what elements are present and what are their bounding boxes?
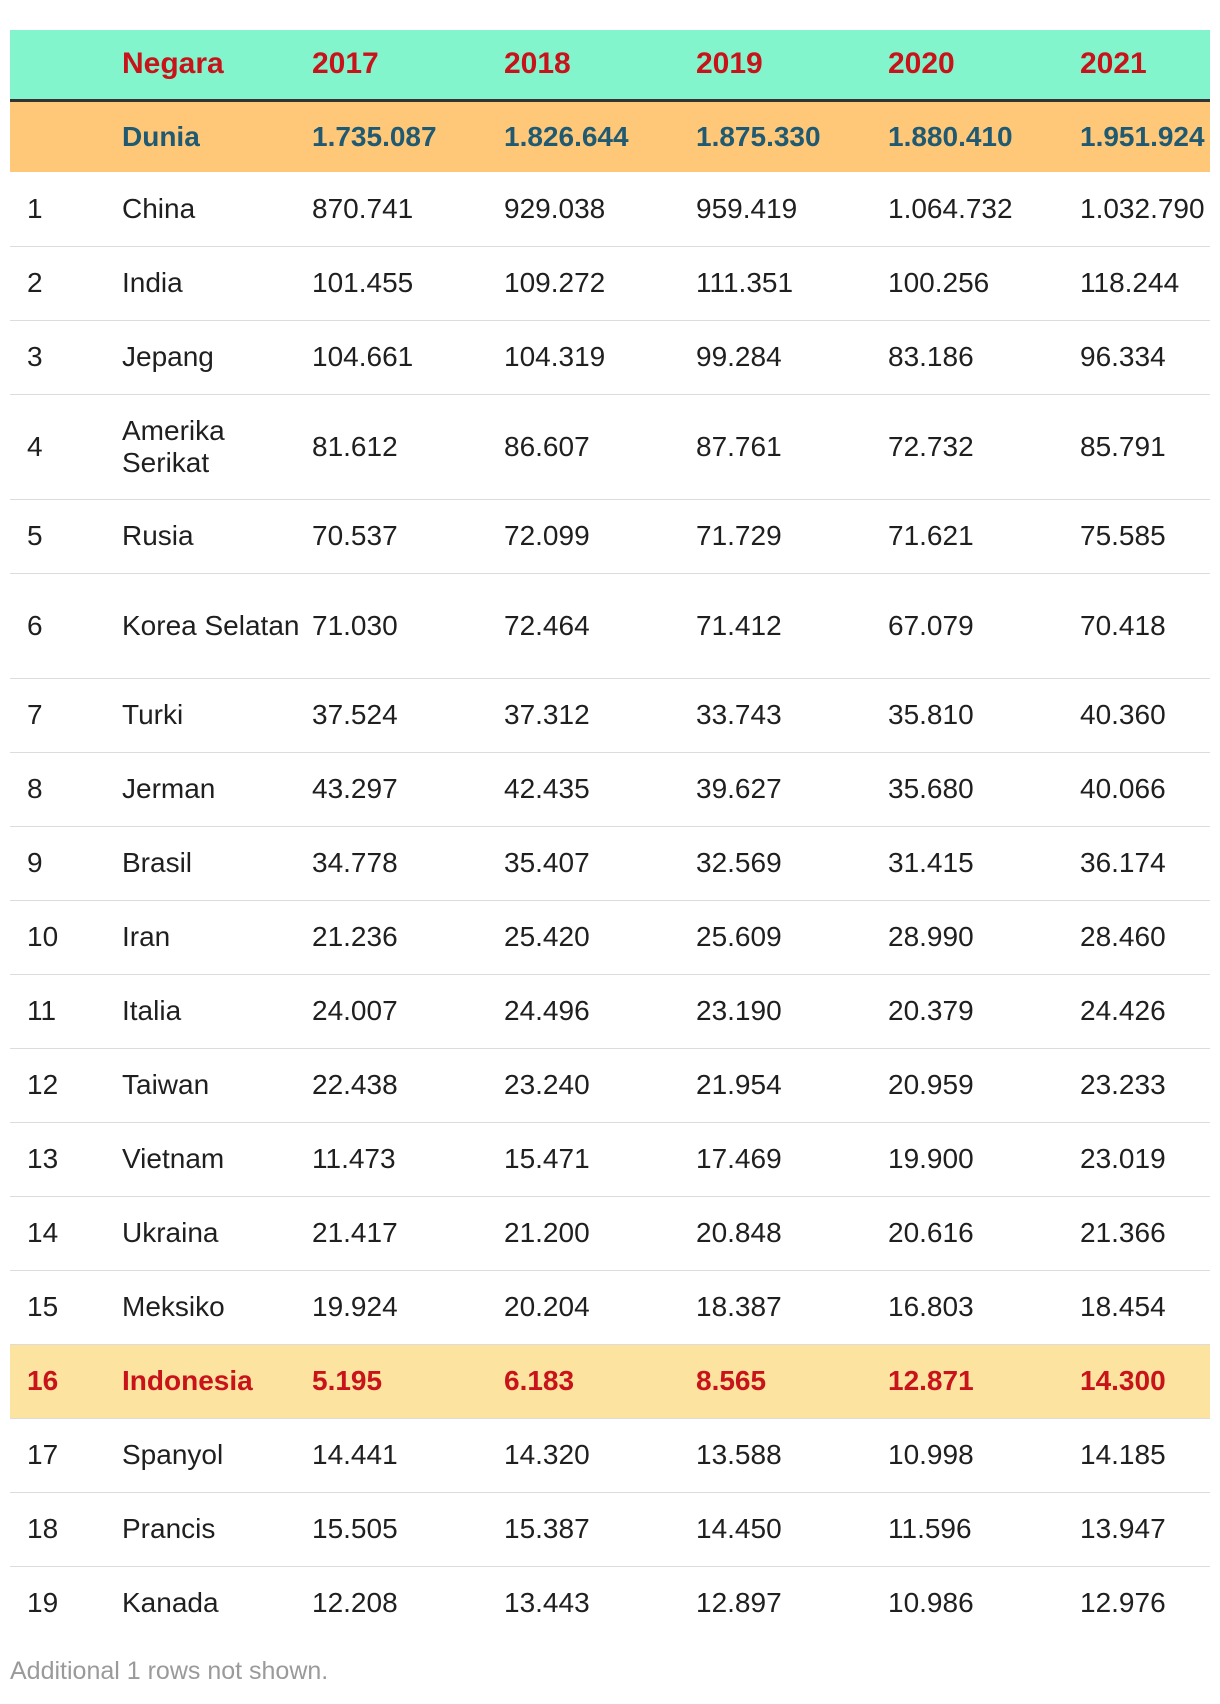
value-cell-2021: 85.791 bbox=[1080, 430, 1166, 462]
value-cell-2019: 12.897 bbox=[696, 1587, 782, 1619]
value-cell-2021: 14.300 bbox=[1080, 1365, 1166, 1396]
value-cell-2021: 18.454 bbox=[1080, 1291, 1166, 1322]
value-cell-2020: 20.959 bbox=[888, 1069, 974, 1100]
value-cell-2017: 870.741 bbox=[312, 192, 414, 224]
value-cell-2019: 87.761 bbox=[696, 430, 782, 462]
value-cell-2018: 14.320 bbox=[504, 1439, 590, 1470]
value-cell-2017: 22.438 bbox=[312, 1069, 398, 1100]
rank-cell: 19 bbox=[27, 1587, 59, 1619]
value-cell-2018: 72.099 bbox=[504, 520, 590, 551]
value-cell-2020: 12.871 bbox=[888, 1365, 974, 1396]
country-row bbox=[10, 573, 1210, 678]
country-cell: Kanada bbox=[122, 1587, 219, 1619]
value-cell-2020: 20.616 bbox=[888, 1217, 974, 1248]
value-cell-2020: 71.621 bbox=[888, 520, 974, 551]
value-cell-2017: 104.661 bbox=[312, 341, 414, 372]
rank-cell: 9 bbox=[27, 847, 43, 878]
value-cell-2019: 39.627 bbox=[696, 773, 782, 804]
header-country: Negara bbox=[122, 47, 224, 81]
value-cell-2017: 12.208 bbox=[312, 1587, 398, 1619]
country-cell: Ukraina bbox=[122, 1217, 219, 1248]
value-cell-2021: 40.066 bbox=[1080, 773, 1166, 804]
value-cell-2019: 23.190 bbox=[696, 995, 782, 1026]
country-cell: Korea Selatan bbox=[122, 609, 300, 641]
country-row bbox=[10, 1418, 1210, 1492]
country-row bbox=[10, 974, 1210, 1048]
country-cell: Vietnam bbox=[122, 1143, 225, 1174]
value-cell-2019: 32.569 bbox=[696, 847, 782, 878]
value-cell-2020: 83.186 bbox=[888, 341, 974, 372]
value-cell-2021: 14.185 bbox=[1080, 1439, 1166, 1470]
value-cell-2021: 70.418 bbox=[1080, 609, 1166, 641]
header-year-2017: 2017 bbox=[312, 47, 379, 81]
rank-cell bbox=[10, 100, 122, 172]
value-cell-2021: 21.366 bbox=[1080, 1217, 1166, 1248]
value-cell-2021: 12.976 bbox=[1080, 1587, 1166, 1619]
header-row bbox=[10, 30, 1210, 100]
country-cell: Indonesia bbox=[122, 1365, 253, 1396]
rank-cell: 13 bbox=[27, 1143, 59, 1174]
value-cell-2017: 101.455 bbox=[312, 267, 414, 298]
value-cell-2018: 15.471 bbox=[504, 1143, 590, 1174]
header-year-2018: 2018 bbox=[504, 47, 571, 81]
value-cell-2021: 40.360 bbox=[1080, 699, 1166, 730]
value-cell-2020: 31.415 bbox=[888, 847, 974, 878]
country-row bbox=[10, 1566, 1210, 1640]
rank-cell: 10 bbox=[27, 921, 59, 952]
value-cell-2018: 20.204 bbox=[504, 1291, 590, 1322]
country-cell: Turki bbox=[122, 699, 184, 730]
country-cell: Brasil bbox=[122, 847, 193, 878]
country-cell: China bbox=[122, 192, 196, 224]
value-cell-2019: 959.419 bbox=[696, 192, 798, 224]
value-cell-2021: 23.019 bbox=[1080, 1143, 1166, 1174]
value-cell-2017: 11.473 bbox=[312, 1143, 396, 1174]
value-cell-2018: 37.312 bbox=[504, 699, 590, 730]
country-cell: India bbox=[122, 267, 183, 298]
value-cell-2021: 28.460 bbox=[1080, 921, 1166, 952]
rank-cell: 17 bbox=[27, 1439, 59, 1470]
header-year-2020: 2020 bbox=[888, 47, 955, 81]
value-cell-2020: 35.680 bbox=[888, 773, 974, 804]
value-cell-2017: 24.007 bbox=[312, 995, 398, 1026]
value-cell-2020: 72.732 bbox=[888, 430, 974, 462]
rank-cell: 11 bbox=[27, 995, 57, 1026]
value-cell-2017: 37.524 bbox=[312, 699, 398, 730]
country-row bbox=[10, 246, 1210, 320]
value-cell-2020: 1.880.410 bbox=[888, 120, 1013, 152]
value-cell-2017: 21.417 bbox=[312, 1217, 398, 1248]
country-row bbox=[10, 499, 1210, 573]
value-cell-2021: 13.947 bbox=[1080, 1513, 1166, 1544]
value-cell-2017: 43.297 bbox=[312, 773, 398, 804]
country-row bbox=[10, 1270, 1210, 1344]
value-cell-2018: 1.826.644 bbox=[504, 120, 629, 152]
value-cell-2019: 111.351 bbox=[696, 267, 794, 298]
value-cell-2020: 35.810 bbox=[888, 699, 974, 730]
country-row bbox=[10, 1196, 1210, 1270]
value-cell-2017: 1.735.087 bbox=[312, 120, 437, 152]
value-cell-2019: 71.412 bbox=[696, 609, 782, 641]
rank-cell: 18 bbox=[27, 1513, 59, 1544]
rank-cell: 8 bbox=[27, 773, 43, 804]
rank-cell: 15 bbox=[27, 1291, 59, 1322]
header-rank bbox=[10, 30, 122, 100]
value-cell-2018: 6.183 bbox=[504, 1365, 575, 1396]
value-cell-2021: 36.174 bbox=[1080, 847, 1166, 878]
highlighted-country-row bbox=[10, 1344, 1210, 1418]
value-cell-2018: 24.496 bbox=[504, 995, 590, 1026]
value-cell-2018: 15.387 bbox=[504, 1513, 590, 1544]
country-cell: Spanyol bbox=[122, 1439, 224, 1470]
value-cell-2018: 21.200 bbox=[504, 1217, 590, 1248]
steel-production-table bbox=[10, 30, 1210, 1640]
value-cell-2017: 71.030 bbox=[312, 609, 398, 641]
value-cell-2019: 25.609 bbox=[696, 921, 782, 952]
rank-cell: 4 bbox=[27, 430, 43, 462]
country-row bbox=[10, 826, 1210, 900]
country-cell: Jerman bbox=[122, 773, 216, 804]
world-total-row bbox=[10, 100, 1210, 172]
value-cell-2020: 67.079 bbox=[888, 609, 974, 641]
value-cell-2021: 75.585 bbox=[1080, 520, 1166, 551]
rank-cell: 6 bbox=[27, 609, 43, 641]
value-cell-2018: 86.607 bbox=[504, 430, 590, 462]
value-cell-2018: 109.272 bbox=[504, 267, 606, 298]
header-year-2021: 2021 bbox=[1080, 47, 1147, 81]
value-cell-2019: 17.469 bbox=[696, 1143, 782, 1174]
value-cell-2020: 10.998 bbox=[888, 1439, 974, 1470]
value-cell-2018: 23.240 bbox=[504, 1069, 590, 1100]
value-cell-2020: 1.064.732 bbox=[888, 192, 1013, 224]
value-cell-2020: 16.803 bbox=[888, 1291, 974, 1322]
country-cell: Rusia bbox=[122, 520, 194, 551]
value-cell-2018: 35.407 bbox=[504, 847, 590, 878]
value-cell-2019: 14.450 bbox=[696, 1513, 782, 1544]
country-row bbox=[10, 1492, 1210, 1566]
rank-cell: 12 bbox=[27, 1069, 59, 1100]
value-cell-2020: 100.256 bbox=[888, 267, 990, 298]
value-cell-2019: 71.729 bbox=[696, 520, 782, 551]
country-row bbox=[10, 752, 1210, 826]
value-cell-2019: 33.743 bbox=[696, 699, 782, 730]
rank-cell: 2 bbox=[27, 267, 43, 298]
rank-cell: 5 bbox=[27, 520, 43, 551]
country-cell: Prancis bbox=[122, 1513, 216, 1544]
value-cell-2021: 1.951.924 bbox=[1080, 120, 1205, 152]
value-cell-2019: 20.848 bbox=[696, 1217, 782, 1248]
value-cell-2018: 42.435 bbox=[504, 773, 590, 804]
value-cell-2021: 23.233 bbox=[1080, 1069, 1166, 1100]
country-cell: Taiwan bbox=[122, 1069, 210, 1100]
country-cell: Meksiko bbox=[122, 1291, 225, 1322]
value-cell-2017: 19.924 bbox=[312, 1291, 398, 1322]
rank-cell: 14 bbox=[27, 1217, 59, 1248]
country-row bbox=[10, 394, 1210, 499]
value-cell-2018: 25.420 bbox=[504, 921, 590, 952]
value-cell-2018: 104.319 bbox=[504, 341, 606, 372]
rank-cell: 7 bbox=[27, 699, 43, 730]
value-cell-2021: 96.334 bbox=[1080, 341, 1166, 372]
value-cell-2019: 21.954 bbox=[696, 1069, 782, 1100]
value-cell-2018: 13.443 bbox=[504, 1587, 590, 1619]
value-cell-2020: 11.596 bbox=[888, 1513, 972, 1544]
country-cell: Italia bbox=[122, 995, 182, 1026]
country-row bbox=[10, 678, 1210, 752]
header-year-2019: 2019 bbox=[696, 47, 763, 81]
country-row bbox=[10, 1122, 1210, 1196]
rows-not-shown-note: Additional 1 rows not shown. bbox=[10, 1657, 329, 1685]
value-cell-2019: 18.387 bbox=[696, 1291, 782, 1322]
data-table-container bbox=[10, 30, 1210, 1640]
value-cell-2021: 118.244 bbox=[1080, 267, 1180, 298]
country-cell: Iran bbox=[122, 921, 171, 952]
value-cell-2021: 24.426 bbox=[1080, 995, 1166, 1026]
value-cell-2019: 1.875.330 bbox=[696, 120, 821, 152]
country-row bbox=[10, 1048, 1210, 1122]
country-cell: Dunia bbox=[122, 120, 200, 152]
value-cell-2017: 15.505 bbox=[312, 1513, 398, 1544]
country-cell: Amerika Serikat bbox=[122, 414, 225, 478]
value-cell-2020: 19.900 bbox=[888, 1143, 974, 1174]
value-cell-2017: 5.195 bbox=[312, 1365, 383, 1396]
value-cell-2019: 99.284 bbox=[696, 341, 782, 372]
value-cell-2019: 8.565 bbox=[696, 1365, 767, 1396]
value-cell-2020: 28.990 bbox=[888, 921, 974, 952]
rank-cell: 1 bbox=[27, 192, 43, 224]
value-cell-2017: 81.612 bbox=[312, 430, 398, 462]
value-cell-2017: 34.778 bbox=[312, 847, 398, 878]
country-row bbox=[10, 900, 1210, 974]
rank-cell: 3 bbox=[27, 341, 43, 372]
country-row bbox=[10, 320, 1210, 394]
value-cell-2020: 20.379 bbox=[888, 995, 974, 1026]
country-row bbox=[10, 172, 1210, 246]
country-cell: Jepang bbox=[122, 341, 214, 372]
value-cell-2020: 10.986 bbox=[888, 1587, 974, 1619]
value-cell-2017: 21.236 bbox=[312, 921, 398, 952]
value-cell-2018: 72.464 bbox=[504, 609, 590, 641]
value-cell-2021: 1.032.790 bbox=[1080, 192, 1205, 224]
value-cell-2018: 929.038 bbox=[504, 192, 606, 224]
table-body bbox=[10, 100, 1210, 1640]
value-cell-2017: 14.441 bbox=[312, 1439, 398, 1470]
value-cell-2019: 13.588 bbox=[696, 1439, 782, 1470]
value-cell-2017: 70.537 bbox=[312, 520, 398, 551]
rank-cell: 16 bbox=[27, 1365, 59, 1396]
table-header bbox=[10, 30, 1210, 100]
